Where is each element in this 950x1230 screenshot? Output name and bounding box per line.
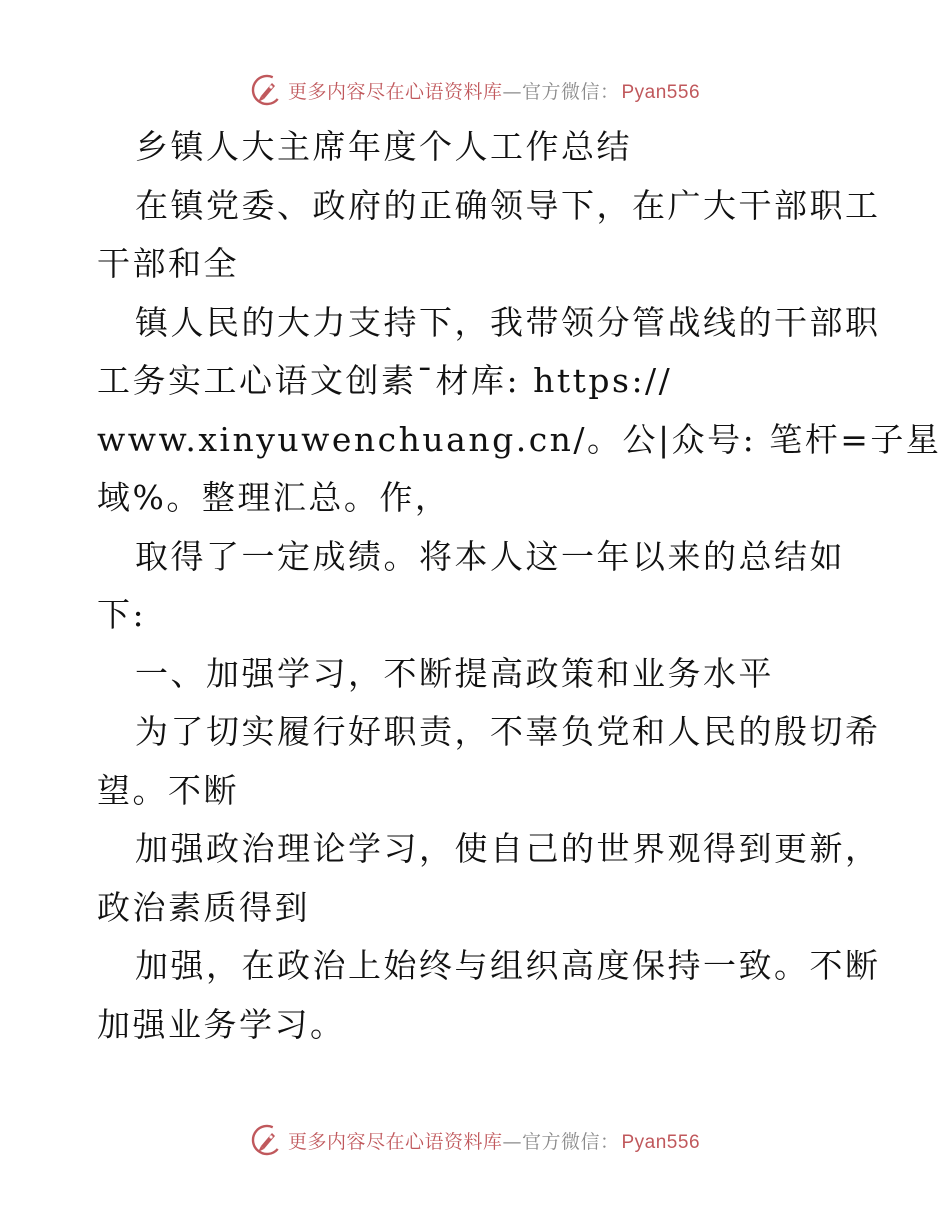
document-body — [97, 118, 942, 1054]
section-heading: 一、加强学习，不断提高政策和业务水平 — [135, 653, 774, 693]
watermark-header — [0, 70, 950, 110]
watermark-brand: 更多内容尽在心语资料库 — [287, 80, 503, 103]
watermark-footer — [0, 1120, 950, 1160]
pen-nib-logo-icon — [250, 73, 284, 107]
paragraph-line: 域%。整理汇总。作， — [97, 478, 451, 517]
watermark-text — [288, 77, 700, 104]
watermark-text — [288, 1127, 700, 1154]
paragraph-line: 望。不断 — [97, 770, 239, 810]
watermark-official-label: 官方微信： — [521, 1130, 620, 1153]
paragraph-line: 干部和全 — [97, 244, 239, 283]
paragraph-line: 政治素质得到 — [97, 887, 310, 927]
paragraph-line: 镇人民的大力支持下，我带领分管战线的干部职 — [135, 302, 881, 342]
watermark-separator: — — [502, 80, 522, 103]
paragraph-line: 为了切实履行好职责，不辜负党和人民的殷切希 — [135, 712, 881, 751]
watermark-brand: 更多内容尽在心语资料库 — [287, 1130, 503, 1153]
paragraph-line: www.xinyuwenchuang.cn/。公|众号: 笔杆=子星 — [97, 419, 942, 459]
paragraph-line: 加强，在政治上始终与组织高度保持一致。不断 — [135, 946, 881, 985]
watermark-wechat-id: Pyan556 — [621, 81, 701, 103]
paragraph-line: 加强业务学习。 — [97, 1004, 346, 1044]
watermark-wechat-id: Pyan556 — [621, 1131, 701, 1153]
paragraph-line: 下: — [97, 595, 147, 634]
paragraph-line: 加强政治理论学习，使自己的世界观得到更新， — [135, 829, 881, 868]
paragraph-line: 取得了一定成绩。将本人这一年以来的总结如 — [135, 536, 845, 576]
paragraph-line: 在镇党委、政府的正确领导下，在广大干部职工 — [135, 185, 881, 225]
watermark-official-label: 官方微信： — [521, 80, 620, 103]
pen-nib-logo-icon — [250, 1123, 284, 1157]
paragraph-line: 工务实工心语文创素¯材库: https:// — [97, 361, 673, 400]
watermark-separator: — — [502, 1130, 522, 1153]
document-title: 乡镇人大主席年度个人工作总结 — [135, 127, 632, 166]
